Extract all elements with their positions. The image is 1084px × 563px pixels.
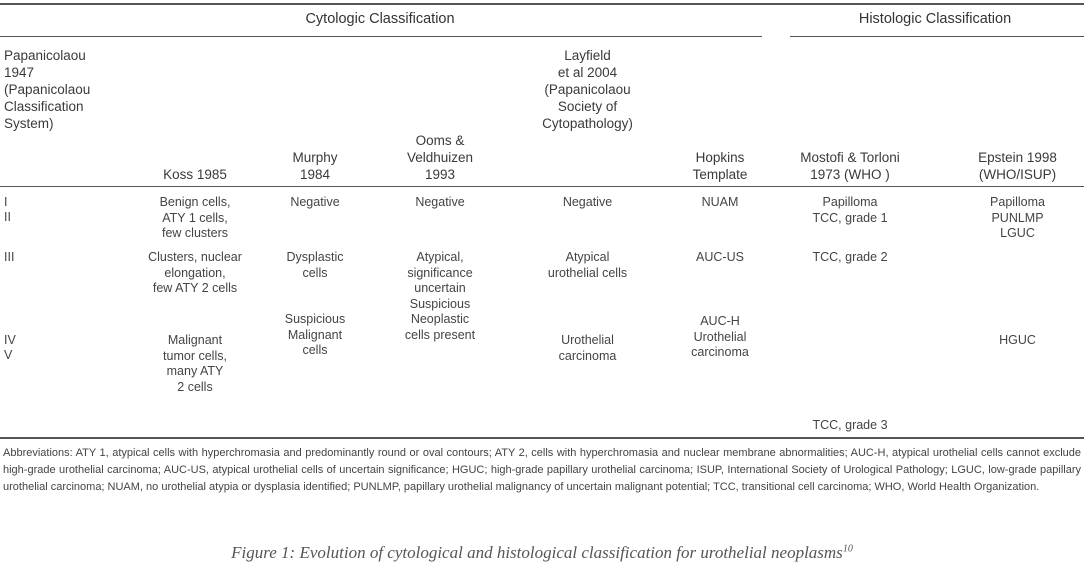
class-numeral-i: I	[4, 195, 8, 209]
cytologic-group-rule	[0, 36, 762, 37]
header-papanicolaou: Papanicolaou 1947 (Papanicolaou Classification System)	[4, 48, 91, 131]
header-ooms: Ooms & Veldhuizen 1993	[406, 133, 474, 182]
layfield-cell-3: Urothelial carcinoma	[558, 333, 617, 363]
class-numeral-v: V	[4, 348, 13, 362]
header-bottom-rule	[0, 186, 1084, 187]
mostofi-cell-1: Papilloma TCC, grade 1	[812, 195, 888, 225]
histologic-group-rule	[790, 36, 1084, 37]
hopkins-cell-2: AUC-US	[696, 250, 744, 264]
table-bottom-rule	[0, 437, 1084, 439]
figure-caption	[0, 543, 1084, 563]
top-rule	[0, 3, 1084, 5]
layfield-cell-1: Negative	[562, 195, 613, 209]
caption-reference: 10	[842, 543, 853, 555]
class-numeral-iv: IV	[4, 333, 16, 347]
header-mostofi: Mostofi & Torloni 1973 (WHO )	[800, 150, 900, 182]
header-epstein: Epstein 1998 (WHO/ISUP)	[978, 150, 1057, 182]
histologic-classification-heading: Histologic Classification	[858, 11, 1012, 27]
mostofi-cell-3: TCC, grade 3	[812, 418, 888, 432]
cytologic-classification-heading: Cytologic Classification	[305, 11, 455, 27]
header-hopkins: Hopkins Template	[692, 150, 748, 182]
abbreviations-footnote: Abbreviations: ATY 1, atypical cells with hyperchromasia and predominantly round or oval contours; ATY 2, cells with hyperchromasia and nuclear membrane abnormalities; AUC-H, atypical urothelial cells cannot exclude high-grade urothelial carcinoma; AUC-US, atypical urothelial cells of uncertain significance; HGUC; high-grade papillary urothelial carcinoma; ISUP, International Society of Urological Pathology; LGUC, low-grade papillary urothelial carcinoma; NUAM, no urothelial atypia or dysplasia identified; PUNLMP, papillary urothelial malignancy of uncertain malignant potential; TCC, transitional cell carcinoma; WHO, World Health Organization.	[3, 447, 1081, 493]
header-koss: Koss 1985	[163, 167, 227, 182]
koss-cell-1: Benign cells, ATY 1 cells, few clusters	[159, 195, 231, 240]
class-numeral-iii: III	[4, 250, 15, 264]
class-numeral-ii: II	[4, 210, 11, 224]
layfield-cell-2: Atypical urothelial cells	[547, 250, 628, 280]
mostofi-cell-2: TCC, grade 2	[812, 250, 888, 264]
murphy-cell-2: Dysplastic cells	[286, 250, 344, 280]
koss-cell-2: Clusters, nuclear elongation, few ATY 2 cells	[148, 250, 242, 295]
header-layfield: Layfield et al 2004 (Papanicolaou Society of Cytopathology)	[542, 48, 633, 131]
hopkins-cell-1: NUAM	[701, 195, 739, 209]
ooms-cell-1: Negative	[415, 195, 465, 209]
header-murphy: Murphy 1984	[292, 150, 338, 182]
caption-text: Figure 1: Evolution of cytological and histological classification for urothelial neoplasms	[231, 543, 843, 562]
epstein-cell-2: HGUC	[999, 333, 1036, 347]
koss-cell-3: Malignant tumor cells, many ATY 2 cells	[163, 333, 227, 394]
hopkins-cell-3: AUC-H Urothelial carcinoma	[691, 314, 749, 359]
murphy-cell-1: Negative	[290, 195, 340, 209]
epstein-cell-1: Papilloma PUNLMP LGUC	[990, 195, 1045, 240]
murphy-cell-3: Suspicious Malignant cells	[284, 312, 346, 357]
ooms-cell-2: Atypical, significance uncertain Suspicious Neoplastic cells present	[404, 250, 476, 342]
